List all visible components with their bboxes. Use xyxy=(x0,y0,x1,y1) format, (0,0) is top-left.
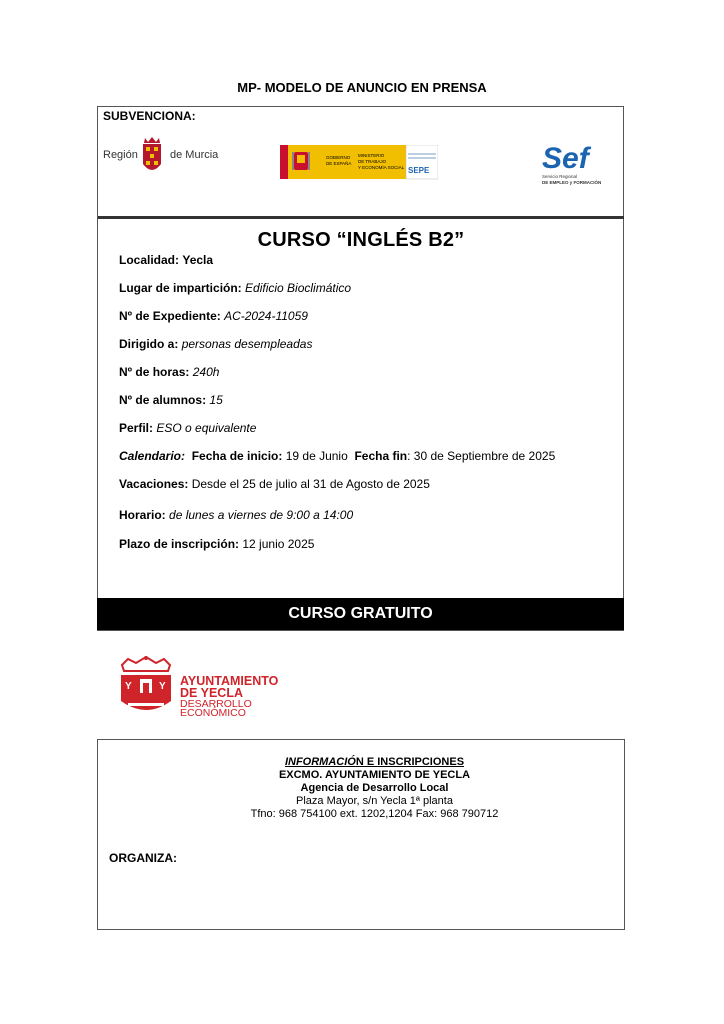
ayto-line1: AYUNTAMIENTO xyxy=(180,674,279,688)
ayuntamiento-yecla-logo xyxy=(118,655,318,717)
field-horario: Horario: de lunes a viernes de 9:00 a 14:00 xyxy=(119,508,354,522)
course-title: CURSO “INGLÉS B2” xyxy=(257,229,465,251)
subvenciona-label: SUBVENCIONA: xyxy=(103,109,196,123)
field-expediente: Nº de Expediente: AC-2024-11059 xyxy=(119,309,308,323)
field-localidad: Localidad: Yecla xyxy=(119,253,214,267)
sef-logo xyxy=(540,138,610,188)
sepe-text: SEPE xyxy=(408,166,430,175)
ayto-line2: DE YECLA xyxy=(180,686,243,700)
sef-name: Sef xyxy=(542,142,589,175)
ayto-line4: ECONÓMICO xyxy=(180,707,246,717)
gobierno-espana-sepe-logo xyxy=(280,145,438,181)
gobierno-line1: GOBIERNO xyxy=(326,155,351,160)
info-address: Plaza Mayor, s/n Yecla 1ª planta xyxy=(296,795,453,807)
info-heading: INFORMACIÓN E INSCRIPCIONES xyxy=(284,756,465,768)
field-lugar: Lugar de impartición: Edificio Bioclimático xyxy=(119,281,352,295)
murcia-shield-icon xyxy=(143,137,161,170)
field-horas: Nº de horas: 240h xyxy=(119,365,220,379)
section-divider xyxy=(98,216,624,219)
sef-line2: DE EMPLEO y FORMACIÓN xyxy=(542,180,602,185)
field-vacaciones: Vacaciones: Desde el 25 de julio al 31 de Agosto de 2025 xyxy=(119,477,430,491)
ministerio-line1: MINISTERIO xyxy=(358,153,385,158)
region-murcia-left-text: Región xyxy=(103,149,138,161)
document-title: MP- MODELO DE ANUNCIO EN PRENSA xyxy=(237,80,487,95)
info-phone: Tfno: 968 754100 ext. 1202,1204 Fax: 968 790712 xyxy=(250,808,499,820)
sef-line1: Servicio Regional xyxy=(542,174,578,179)
region-murcia-right-text: de Murcia xyxy=(170,149,219,161)
organiza-label: ORGANIZA: xyxy=(109,851,177,865)
svg-text:Y: Y xyxy=(125,681,132,692)
info-agency: Agencia de Desarrollo Local xyxy=(300,782,449,794)
field-calendario: Calendario: Fecha de inicio: 19 de Junio Fecha fin: 30 de Septiembre de 2025 xyxy=(119,449,556,463)
spain-coat-of-arms-icon xyxy=(292,152,310,170)
field-perfil: Perfil: ESO o equivalente xyxy=(119,421,257,435)
ayto-line3: DESARROLLO xyxy=(180,698,252,710)
info-org: EXCMO. AYUNTAMIENTO DE YECLA xyxy=(278,769,471,781)
field-dirigido: Dirigido a: personas desempleadas xyxy=(119,337,313,351)
ministerio-line3: Y ECONOMÍA SOCIAL xyxy=(358,165,405,170)
ministerio-line2: DE TRABAJO xyxy=(358,159,387,164)
field-alumnos: Nº de alumnos: 15 xyxy=(119,393,223,407)
field-plazo: Plazo de inscripción: 12 junio 2025 xyxy=(119,537,315,551)
gobierno-line2: DE ESPAÑA xyxy=(326,161,352,166)
curso-gratuito-banner: CURSO GRATUITO xyxy=(97,598,624,630)
yecla-crown-shield-icon xyxy=(121,656,171,710)
region-murcia-logo xyxy=(103,134,225,182)
svg-text:Y: Y xyxy=(159,681,166,692)
